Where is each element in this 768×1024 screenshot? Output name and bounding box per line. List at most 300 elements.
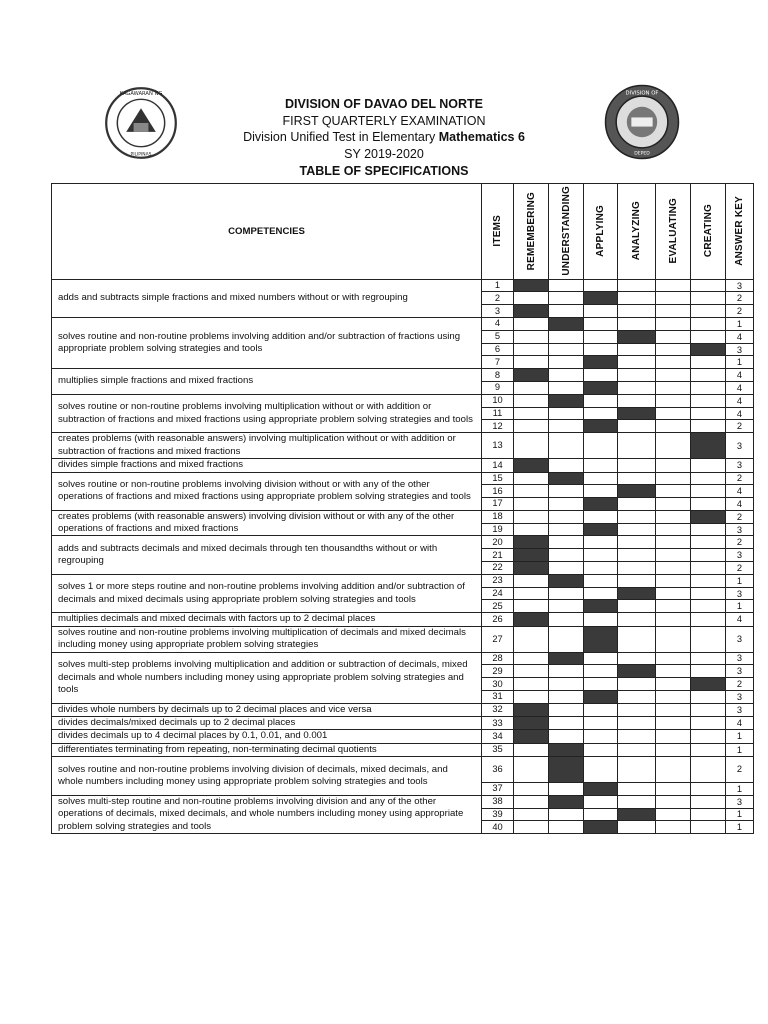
level-cell bbox=[514, 420, 549, 433]
level-marker bbox=[618, 330, 656, 343]
level-cell bbox=[618, 343, 656, 356]
answer-key: 1 bbox=[726, 821, 754, 834]
item-number: 20 bbox=[482, 536, 514, 549]
level-cell bbox=[549, 343, 584, 356]
level-marker bbox=[514, 549, 549, 562]
level-cell bbox=[656, 433, 691, 459]
table-row bbox=[52, 756, 754, 782]
test-prefix: Division Unified Test in Elementary bbox=[243, 130, 439, 144]
level-header: UNDERSTANDING bbox=[560, 186, 572, 276]
item-number: 31 bbox=[482, 690, 514, 703]
item-number: 25 bbox=[482, 600, 514, 613]
level-marker bbox=[691, 433, 726, 459]
level-cell bbox=[656, 330, 691, 343]
level-cell bbox=[691, 821, 726, 834]
level-cell bbox=[618, 369, 656, 382]
competency-text: divides whole numbers by decimals up to 2 decimal places and vice versa bbox=[52, 703, 482, 716]
item-number: 12 bbox=[482, 420, 514, 433]
answer-key: 1 bbox=[726, 574, 754, 587]
level-marker bbox=[618, 485, 656, 498]
level-marker bbox=[549, 574, 584, 587]
item-number: 39 bbox=[482, 808, 514, 821]
level-cell bbox=[691, 382, 726, 395]
level-cell bbox=[656, 536, 691, 549]
answer-key: 4 bbox=[726, 717, 754, 730]
level-cell bbox=[584, 665, 618, 678]
level-marker bbox=[618, 808, 656, 821]
level-cell bbox=[691, 562, 726, 575]
table-row bbox=[52, 536, 754, 549]
answer-key-header: ANSWER KEY bbox=[734, 195, 745, 266]
level-marker bbox=[691, 510, 726, 523]
item-number: 1 bbox=[482, 279, 514, 292]
level-cell bbox=[656, 292, 691, 305]
items-header: ITEMS bbox=[492, 215, 503, 247]
level-cell bbox=[514, 808, 549, 821]
answer-key: 3 bbox=[726, 279, 754, 292]
level-cell bbox=[656, 459, 691, 472]
level-cell bbox=[618, 420, 656, 433]
level-cell bbox=[656, 795, 691, 808]
level-cell bbox=[691, 717, 726, 730]
level-cell bbox=[514, 574, 549, 587]
level-cell bbox=[514, 485, 549, 498]
level-marker bbox=[584, 498, 618, 511]
table-row bbox=[52, 394, 754, 407]
level-cell bbox=[691, 330, 726, 343]
answer-key: 4 bbox=[726, 407, 754, 420]
level-cell bbox=[656, 743, 691, 756]
item-number: 18 bbox=[482, 510, 514, 523]
level-cell bbox=[656, 690, 691, 703]
item-number: 36 bbox=[482, 756, 514, 782]
level-cell bbox=[656, 407, 691, 420]
answer-key: 3 bbox=[726, 587, 754, 600]
answer-key: 1 bbox=[726, 730, 754, 743]
level-cell bbox=[691, 795, 726, 808]
level-cell bbox=[584, 574, 618, 587]
answer-key: 2 bbox=[726, 292, 754, 305]
level-marker bbox=[514, 703, 549, 716]
school-year: SY 2019-2020 bbox=[344, 146, 424, 161]
level-cell bbox=[549, 665, 584, 678]
table-row bbox=[52, 795, 754, 808]
answer-key: 1 bbox=[726, 743, 754, 756]
level-cell bbox=[656, 498, 691, 511]
level-cell bbox=[691, 730, 726, 743]
level-cell bbox=[514, 472, 549, 485]
level-cell bbox=[514, 743, 549, 756]
level-cell bbox=[514, 600, 549, 613]
table-row bbox=[52, 318, 754, 331]
level-cell bbox=[656, 587, 691, 600]
level-cell bbox=[618, 703, 656, 716]
level-cell bbox=[584, 394, 618, 407]
level-cell bbox=[618, 536, 656, 549]
level-cell bbox=[691, 318, 726, 331]
level-cell bbox=[549, 587, 584, 600]
competency-text: multiplies decimals and mixed decimals with factors up to 2 decimal places bbox=[52, 613, 482, 626]
level-cell bbox=[584, 808, 618, 821]
answer-key: 4 bbox=[726, 330, 754, 343]
level-cell bbox=[691, 808, 726, 821]
item-number: 15 bbox=[482, 472, 514, 485]
answer-key: 2 bbox=[726, 562, 754, 575]
level-cell bbox=[514, 356, 549, 369]
table-row bbox=[52, 472, 754, 485]
item-number: 38 bbox=[482, 795, 514, 808]
level-cell bbox=[549, 717, 584, 730]
level-cell bbox=[656, 613, 691, 626]
level-cell bbox=[584, 678, 618, 691]
level-cell bbox=[549, 369, 584, 382]
table-title: TABLE OF SPECIFICATIONS bbox=[299, 164, 469, 178]
answer-key: 1 bbox=[726, 318, 754, 331]
competency-text: creates problems (with reasonable answers) involving division without or with any of the other operations of fractions and mixed fractions bbox=[52, 510, 482, 536]
level-cell bbox=[618, 523, 656, 536]
item-number: 2 bbox=[482, 292, 514, 305]
answer-key: 3 bbox=[726, 433, 754, 459]
answer-key: 2 bbox=[726, 678, 754, 691]
level-cell bbox=[514, 690, 549, 703]
level-cell bbox=[691, 626, 726, 652]
level-cell bbox=[656, 821, 691, 834]
level-cell bbox=[514, 587, 549, 600]
level-header: ANALYZING bbox=[631, 201, 642, 261]
level-cell bbox=[584, 459, 618, 472]
level-cell bbox=[618, 279, 656, 292]
svg-text:KAGAWARAN NG: KAGAWARAN NG bbox=[119, 90, 163, 97]
level-cell bbox=[618, 690, 656, 703]
table-row bbox=[52, 279, 754, 292]
level-cell bbox=[514, 523, 549, 536]
level-cell bbox=[584, 717, 618, 730]
test-line bbox=[0, 129, 768, 146]
level-cell bbox=[656, 472, 691, 485]
level-cell bbox=[584, 562, 618, 575]
level-marker bbox=[549, 394, 584, 407]
level-cell bbox=[584, 433, 618, 459]
level-cell bbox=[514, 510, 549, 523]
level-cell bbox=[656, 523, 691, 536]
item-number: 24 bbox=[482, 587, 514, 600]
table-row bbox=[52, 369, 754, 382]
level-cell bbox=[656, 717, 691, 730]
answer-key: 2 bbox=[726, 305, 754, 318]
level-cell bbox=[618, 549, 656, 562]
level-cell bbox=[549, 808, 584, 821]
level-marker bbox=[691, 343, 726, 356]
level-cell bbox=[584, 613, 618, 626]
level-marker bbox=[514, 369, 549, 382]
item-number: 4 bbox=[482, 318, 514, 331]
level-cell bbox=[514, 665, 549, 678]
svg-text:PILIPINAS: PILIPINAS bbox=[130, 152, 152, 158]
level-cell bbox=[514, 433, 549, 459]
level-cell bbox=[656, 485, 691, 498]
level-cell bbox=[691, 407, 726, 420]
level-cell bbox=[549, 613, 584, 626]
level-marker bbox=[514, 279, 549, 292]
level-cell bbox=[656, 420, 691, 433]
level-cell bbox=[514, 318, 549, 331]
level-cell bbox=[584, 305, 618, 318]
level-cell bbox=[549, 730, 584, 743]
document-header bbox=[0, 96, 768, 180]
competency-text: solves routine or non-routine problems involving multiplication without or with addition or subtraction of fractions and mixed fractions using appropriate problem solving strategies and tools bbox=[52, 394, 482, 432]
level-cell bbox=[656, 808, 691, 821]
level-cell bbox=[618, 795, 656, 808]
level-cell bbox=[691, 665, 726, 678]
item-number: 13 bbox=[482, 433, 514, 459]
level-cell bbox=[584, 369, 618, 382]
level-cell bbox=[618, 626, 656, 652]
answer-key: 4 bbox=[726, 369, 754, 382]
level-cell bbox=[584, 536, 618, 549]
answer-key: 3 bbox=[726, 703, 754, 716]
level-cell bbox=[691, 485, 726, 498]
level-cell bbox=[549, 485, 584, 498]
answer-key: 3 bbox=[726, 549, 754, 562]
level-cell bbox=[618, 459, 656, 472]
level-cell bbox=[691, 690, 726, 703]
level-marker bbox=[514, 562, 549, 575]
level-cell bbox=[514, 756, 549, 782]
level-marker bbox=[618, 587, 656, 600]
table-row bbox=[52, 652, 754, 665]
level-marker bbox=[549, 652, 584, 665]
level-cell bbox=[618, 433, 656, 459]
level-header: APPLYING bbox=[595, 204, 606, 257]
level-cell bbox=[549, 433, 584, 459]
item-number: 10 bbox=[482, 394, 514, 407]
level-marker bbox=[514, 730, 549, 743]
level-marker bbox=[549, 472, 584, 485]
specifications-body bbox=[52, 279, 754, 833]
answer-key: 3 bbox=[726, 343, 754, 356]
answer-key: 1 bbox=[726, 782, 754, 795]
level-cell bbox=[549, 562, 584, 575]
level-cell bbox=[549, 330, 584, 343]
level-cell bbox=[618, 756, 656, 782]
level-cell bbox=[584, 318, 618, 331]
level-marker bbox=[514, 305, 549, 318]
level-marker bbox=[584, 420, 618, 433]
table-row bbox=[52, 730, 754, 743]
competency-text: creates problems (with reasonable answers) involving multiplication without or with addition or subtraction of fractions and mixed fractions bbox=[52, 433, 482, 459]
level-marker bbox=[584, 690, 618, 703]
level-cell bbox=[618, 394, 656, 407]
level-cell bbox=[656, 549, 691, 562]
level-cell bbox=[584, 343, 618, 356]
item-number: 26 bbox=[482, 613, 514, 626]
level-cell bbox=[549, 690, 584, 703]
level-cell bbox=[656, 369, 691, 382]
level-cell bbox=[514, 407, 549, 420]
level-cell bbox=[549, 305, 584, 318]
level-cell bbox=[691, 743, 726, 756]
level-cell bbox=[584, 703, 618, 716]
level-cell bbox=[549, 626, 584, 652]
level-cell bbox=[656, 305, 691, 318]
item-number: 19 bbox=[482, 523, 514, 536]
level-cell bbox=[584, 407, 618, 420]
level-marker bbox=[584, 821, 618, 834]
level-cell bbox=[549, 459, 584, 472]
answer-key: 4 bbox=[726, 382, 754, 395]
level-cell bbox=[691, 459, 726, 472]
level-cell bbox=[691, 600, 726, 613]
level-cell bbox=[691, 652, 726, 665]
level-cell bbox=[618, 743, 656, 756]
level-cell bbox=[549, 549, 584, 562]
level-cell bbox=[656, 703, 691, 716]
level-marker bbox=[514, 717, 549, 730]
level-cell bbox=[514, 498, 549, 511]
answer-key: 2 bbox=[726, 536, 754, 549]
level-cell bbox=[514, 382, 549, 395]
level-cell bbox=[584, 730, 618, 743]
level-cell bbox=[549, 498, 584, 511]
level-cell bbox=[584, 756, 618, 782]
level-cell bbox=[514, 626, 549, 652]
table-row bbox=[52, 433, 754, 459]
level-cell bbox=[549, 279, 584, 292]
level-cell bbox=[691, 356, 726, 369]
level-cell bbox=[549, 510, 584, 523]
level-cell bbox=[549, 678, 584, 691]
table-row bbox=[52, 574, 754, 587]
level-marker bbox=[514, 613, 549, 626]
level-cell bbox=[656, 756, 691, 782]
competency-text: solves routine or non-routine problems involving division without or with any of the other operations of fractions and mixed fractions using appropriate problem solving strategies and tools bbox=[52, 472, 482, 510]
level-cell bbox=[618, 652, 656, 665]
level-cell bbox=[618, 730, 656, 743]
level-cell bbox=[691, 292, 726, 305]
item-number: 16 bbox=[482, 485, 514, 498]
level-cell bbox=[691, 756, 726, 782]
competency-text: adds and subtracts simple fractions and mixed numbers without or with regrouping bbox=[52, 279, 482, 317]
level-cell bbox=[514, 678, 549, 691]
level-cell bbox=[549, 420, 584, 433]
level-cell bbox=[691, 498, 726, 511]
level-cell bbox=[584, 795, 618, 808]
item-number: 11 bbox=[482, 407, 514, 420]
level-cell bbox=[691, 574, 726, 587]
table-row bbox=[52, 510, 754, 523]
level-cell bbox=[656, 382, 691, 395]
level-marker bbox=[584, 523, 618, 536]
level-marker bbox=[584, 626, 618, 652]
answer-key: 3 bbox=[726, 459, 754, 472]
competencies-header: COMPETENCIES bbox=[52, 184, 482, 280]
level-cell bbox=[618, 472, 656, 485]
level-cell bbox=[691, 394, 726, 407]
division-title: DIVISION OF DAVAO DEL NORTE bbox=[285, 97, 483, 111]
level-marker bbox=[618, 665, 656, 678]
competency-text: divides decimals/mixed decimals up to 2 decimal places bbox=[52, 717, 482, 730]
level-cell bbox=[656, 343, 691, 356]
level-marker bbox=[514, 536, 549, 549]
level-cell bbox=[618, 562, 656, 575]
level-cell bbox=[691, 587, 726, 600]
level-cell bbox=[691, 613, 726, 626]
level-cell bbox=[618, 318, 656, 331]
level-cell bbox=[618, 292, 656, 305]
item-number: 35 bbox=[482, 743, 514, 756]
level-cell bbox=[549, 782, 584, 795]
item-number: 9 bbox=[482, 382, 514, 395]
level-cell bbox=[656, 510, 691, 523]
level-cell bbox=[584, 510, 618, 523]
level-cell bbox=[656, 782, 691, 795]
level-marker bbox=[584, 382, 618, 395]
level-marker bbox=[549, 318, 584, 331]
item-number: 22 bbox=[482, 562, 514, 575]
competency-text: solves multi-step routine and non-routine problems involving division and any of the other operations of decimals, mixed decimals, and whole numbers including money using appropriate problem solving strategies and tools bbox=[52, 795, 482, 833]
table-row bbox=[52, 613, 754, 626]
level-cell bbox=[584, 743, 618, 756]
level-cell bbox=[691, 703, 726, 716]
item-number: 6 bbox=[482, 343, 514, 356]
level-cell bbox=[514, 330, 549, 343]
item-number: 32 bbox=[482, 703, 514, 716]
level-cell bbox=[618, 717, 656, 730]
level-cell bbox=[656, 356, 691, 369]
table-row bbox=[52, 703, 754, 716]
level-cell bbox=[691, 279, 726, 292]
level-cell bbox=[584, 485, 618, 498]
table-row bbox=[52, 459, 754, 472]
level-cell bbox=[691, 523, 726, 536]
level-cell bbox=[691, 782, 726, 795]
level-cell bbox=[656, 665, 691, 678]
item-number: 5 bbox=[482, 330, 514, 343]
level-marker bbox=[618, 407, 656, 420]
svg-text:DIVISION OF: DIVISION OF bbox=[625, 90, 659, 97]
level-cell bbox=[618, 821, 656, 834]
level-cell bbox=[549, 703, 584, 716]
level-cell bbox=[618, 305, 656, 318]
specifications-table bbox=[51, 183, 754, 834]
answer-key: 2 bbox=[726, 510, 754, 523]
table-row bbox=[52, 717, 754, 730]
item-number: 14 bbox=[482, 459, 514, 472]
item-number: 7 bbox=[482, 356, 514, 369]
competency-text: solves 1 or more steps routine and non-routine problems involving addition and/or subtraction of decimals and mixed decimals using appropriate problem solving strategies and tools bbox=[52, 574, 482, 612]
competency-text: solves routine and non-routine problems involving multiplication of decimals and mixed decimals including money using appropriate problem solving strategies bbox=[52, 626, 482, 652]
answer-key: 1 bbox=[726, 808, 754, 821]
competency-text: differentiates terminating from repeating, non-terminating decimal quotients bbox=[52, 743, 482, 756]
level-cell bbox=[618, 356, 656, 369]
level-marker bbox=[549, 795, 584, 808]
level-cell bbox=[691, 536, 726, 549]
competency-text: divides simple fractions and mixed fractions bbox=[52, 459, 482, 472]
level-cell bbox=[691, 420, 726, 433]
item-number: 37 bbox=[482, 782, 514, 795]
level-cell bbox=[618, 600, 656, 613]
level-marker bbox=[514, 459, 549, 472]
item-number: 40 bbox=[482, 821, 514, 834]
level-cell bbox=[656, 394, 691, 407]
level-marker bbox=[584, 600, 618, 613]
level-cell bbox=[656, 574, 691, 587]
level-cell bbox=[656, 626, 691, 652]
level-cell bbox=[656, 678, 691, 691]
level-cell bbox=[691, 549, 726, 562]
item-number: 27 bbox=[482, 626, 514, 652]
table-row bbox=[52, 626, 754, 652]
